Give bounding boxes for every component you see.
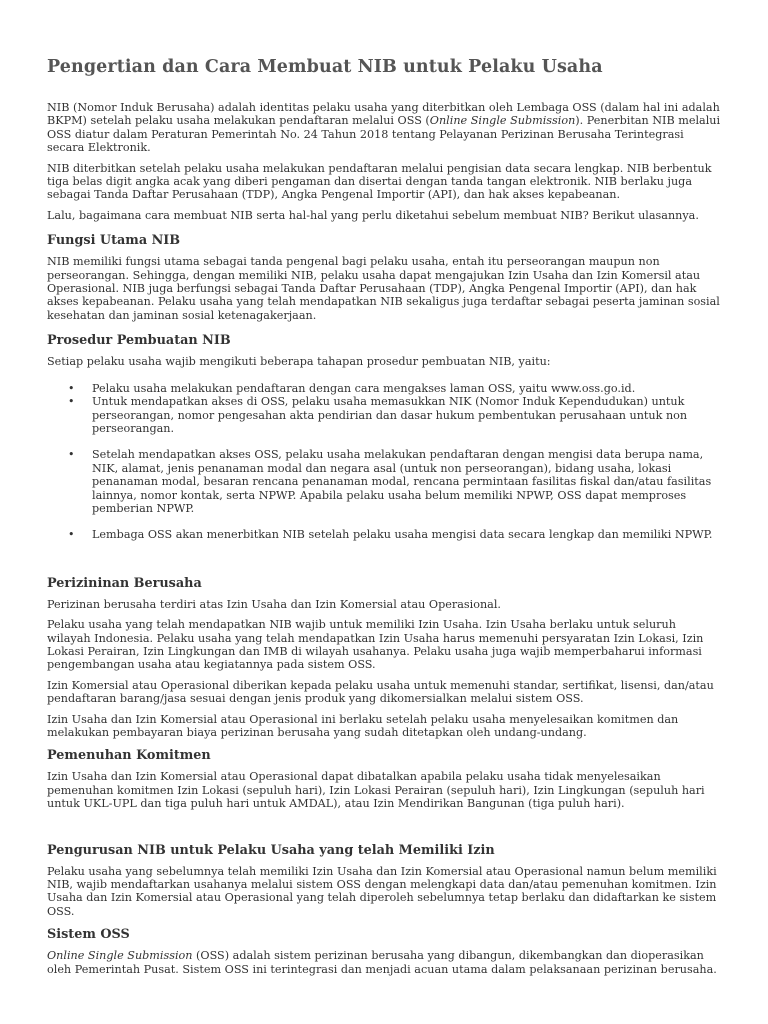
- sistem-paragraph: [47, 949, 722, 976]
- perizinan-paragraph-3: Izin Komersial atau Operasional diberikan kepada pelaku usaha untuk memenuhi standar, sertifikat, lisensi, dan/atau pendaftaran barang/jasa sesuai dengan jenis produk yang dikomersialkan melalui sistem OSS.: [47, 678, 714, 706]
- perizinan-paragraph-1: Perizinan berusaha terdiri atas Izin Usaha dan Izin Komersial atau Operasional.: [47, 597, 501, 611]
- list-item: • Setelah mendapatkan akses OSS, pelaku usaha melakukan pendaftaran dengan mengisi data berupa nama, NIK, alamat, jenis penanaman modal dan negara asal (untuk non perseorangan), bidang usaha, lokasi penanaman modal, besaran rencana penanaman modal, rencana permintaan fasilitas fiskal dan/atau fasilitas lainnya, nomor kontak, serta NPWP. Apabila pelaku usaha belum memiliki NPWP, OSS dapat memproses pemberian NPWP.: [47, 448, 722, 515]
- heading-sistem: Sistem OSS: [47, 927, 130, 943]
- intro-text-a: NIB (Nomor Induk Berusaha) adalah identitas pelaku usaha yang diterbitkan oleh Lembaga OSS (dalam hal ini adalah BKPM) setelah pelaku usaha melakukan pendaftaran melalui OSS (: [47, 101, 720, 128]
- page-title: Pengertian dan Cara Membuat NIB untuk Pelaku Usaha: [47, 57, 603, 77]
- intro-text-b: ). Penerbitan NIB melalui OSS diatur dalam Peraturan Pemerintah No. 24 Tahun 2018 tentang Pelayanan Perizinan Berusaha Terintegrasi secara Elektronik.: [47, 114, 721, 155]
- sistem-text-italic: Online Single Submission: [47, 949, 193, 963]
- prosedur-paragraph: Setiap pelaku usaha wajib mengikuti beberapa tahapan prosedur pembuatan NIB, yaitu:: [47, 355, 551, 369]
- heading-pengurusan: Pengurusan NIB untuk Pelaku Usaha yang telah Memiliki Izin: [47, 842, 495, 858]
- prosedur-list: [47, 382, 722, 542]
- sistem-text-b: (OSS) adalah sistem perizinan berusaha yang dibangun, dikembangkan dan dioperasikan oleh Pemerintah Pusat. Sistem OSS ini terintegrasi dan menjadi acuan utama dalam pelaksanaan perizinan berusaha.: [47, 949, 717, 976]
- intro-paragraph-2: NIB diterbitkan setelah pelaku usaha melakukan pendaftaran melalui pengisian data secara lengkap. NIB berbentuk tiga belas digit angka acak yang diberi pengaman dan disertai dengan tanda tangan elektronik. NIB berlaku juga sebagai Tanda Daftar Perusahaan (TDP), Angka Pengenal Importir (API), dan hak akses kepabeanan.: [47, 161, 712, 202]
- perizinan-paragraph-4: Izin Usaha dan Izin Komersial atau Operasional ini berlaku setelah pelaku usaha menyelesaikan komitmen dan melakukan pembayaran biaya perizinan berusaha yang sudah ditetapkan oleh undang-undang.: [47, 712, 679, 739]
- list-item: • Lembaga OSS akan menerbitkan NIB setelah pelaku usaha mengisi data secara lengkap dan memiliki NPWP.: [47, 528, 722, 541]
- list-item: • Untuk mendapatkan akses di OSS, pelaku usaha memasukkan NIK (Nomor Induk Kependudukan) untuk perseorangan, nomor pengesahan akta pendirian dan dasar hukum pembentukan perusahaan untuk non perseorangan.: [47, 395, 722, 435]
- komitmen-paragraph: Izin Usaha dan Izin Komersial atau Operasional dapat dibatalkan apabila pelaku usaha tidak menyelesaikan pemenuhan komitmen Izin Lokasi (sepuluh hari), Izin Lokasi Perairan (sepuluh hari), Izin Lingkungan (sepuluh hari untuk UKL-UPL dan tiga puluh hari untuk AMDAL), atau Izin Mendirikan Bangunan (tiga puluh hari).: [47, 770, 705, 811]
- fungsi-paragraph: NIB memiliki fungsi utama sebagai tanda pengenal bagi pelaku usaha, entah itu perseorangan maupun non perseorangan. Sehingga, dengan memiliki NIB, pelaku usaha dapat mengajukan Izin Usaha dan Izin Komersil atau Operasional. NIB juga berfungsi sebagai Tanda Daftar Perusahaan (TDP), Angka Pengenal Importir (API), dan hak akses kepabeanan. Pelaku usaha yang telah mendapatkan NIB sekaligus juga terdaftar sebagai peserta jaminan sosial kesehatan dan jaminan sosial ketenagakerjaan.: [47, 255, 720, 322]
- perizinan-paragraph-2: Pelaku usaha yang telah mendapatkan NIB wajib untuk memiliki Izin Usaha. Izin Usaha berlaku untuk seluruh wilayah Indonesia. Pelaku usaha yang telah mendapatkan Izin Usaha harus memenuhi persyaratan Izin Lokasi, Izin Lokasi Perairan, Izin Lingkungan dan IMB di wilayah usahanya. Pelaku usaha juga wajib memperbaharui informasi pengembangan usaha atau kegiatannya pada sistem OSS.: [47, 618, 704, 672]
- intro-paragraph-3: Lalu, bagaimana cara membuat NIB serta hal-hal yang perlu diketahui sebelum membuat NIB? Berikut ulasannya.: [47, 208, 699, 222]
- heading-komitmen: Pemenuhan Komitmen: [47, 748, 211, 764]
- list-item: • Pelaku usaha melakukan pendaftaran dengan cara mengakses laman OSS, yaitu www.oss.go.id.: [47, 382, 722, 395]
- heading-perizinan: Perizininan Berusaha: [47, 575, 202, 591]
- heading-prosedur: Prosedur Pembuatan NIB: [47, 333, 231, 349]
- pengurusan-paragraph: Pelaku usaha yang sebelumnya telah memiliki Izin Usaha dan Izin Komersial atau Operasional namun belum memiliki NIB, wajib mendaftarkan usahanya melalui sistem OSS dengan melengkapi data dan/atau pemenuhan komitmen. Izin Usaha dan Izin Komersial atau Operasional yang telah diperoleh sebelumnya tetap berlaku dan didaftarkan ke sistem OSS.: [47, 864, 717, 918]
- heading-fungsi: Fungsi Utama NIB: [47, 233, 181, 249]
- intro-paragraph-1: [47, 101, 722, 155]
- intro-text-italic: Online Single Submission: [429, 114, 576, 128]
